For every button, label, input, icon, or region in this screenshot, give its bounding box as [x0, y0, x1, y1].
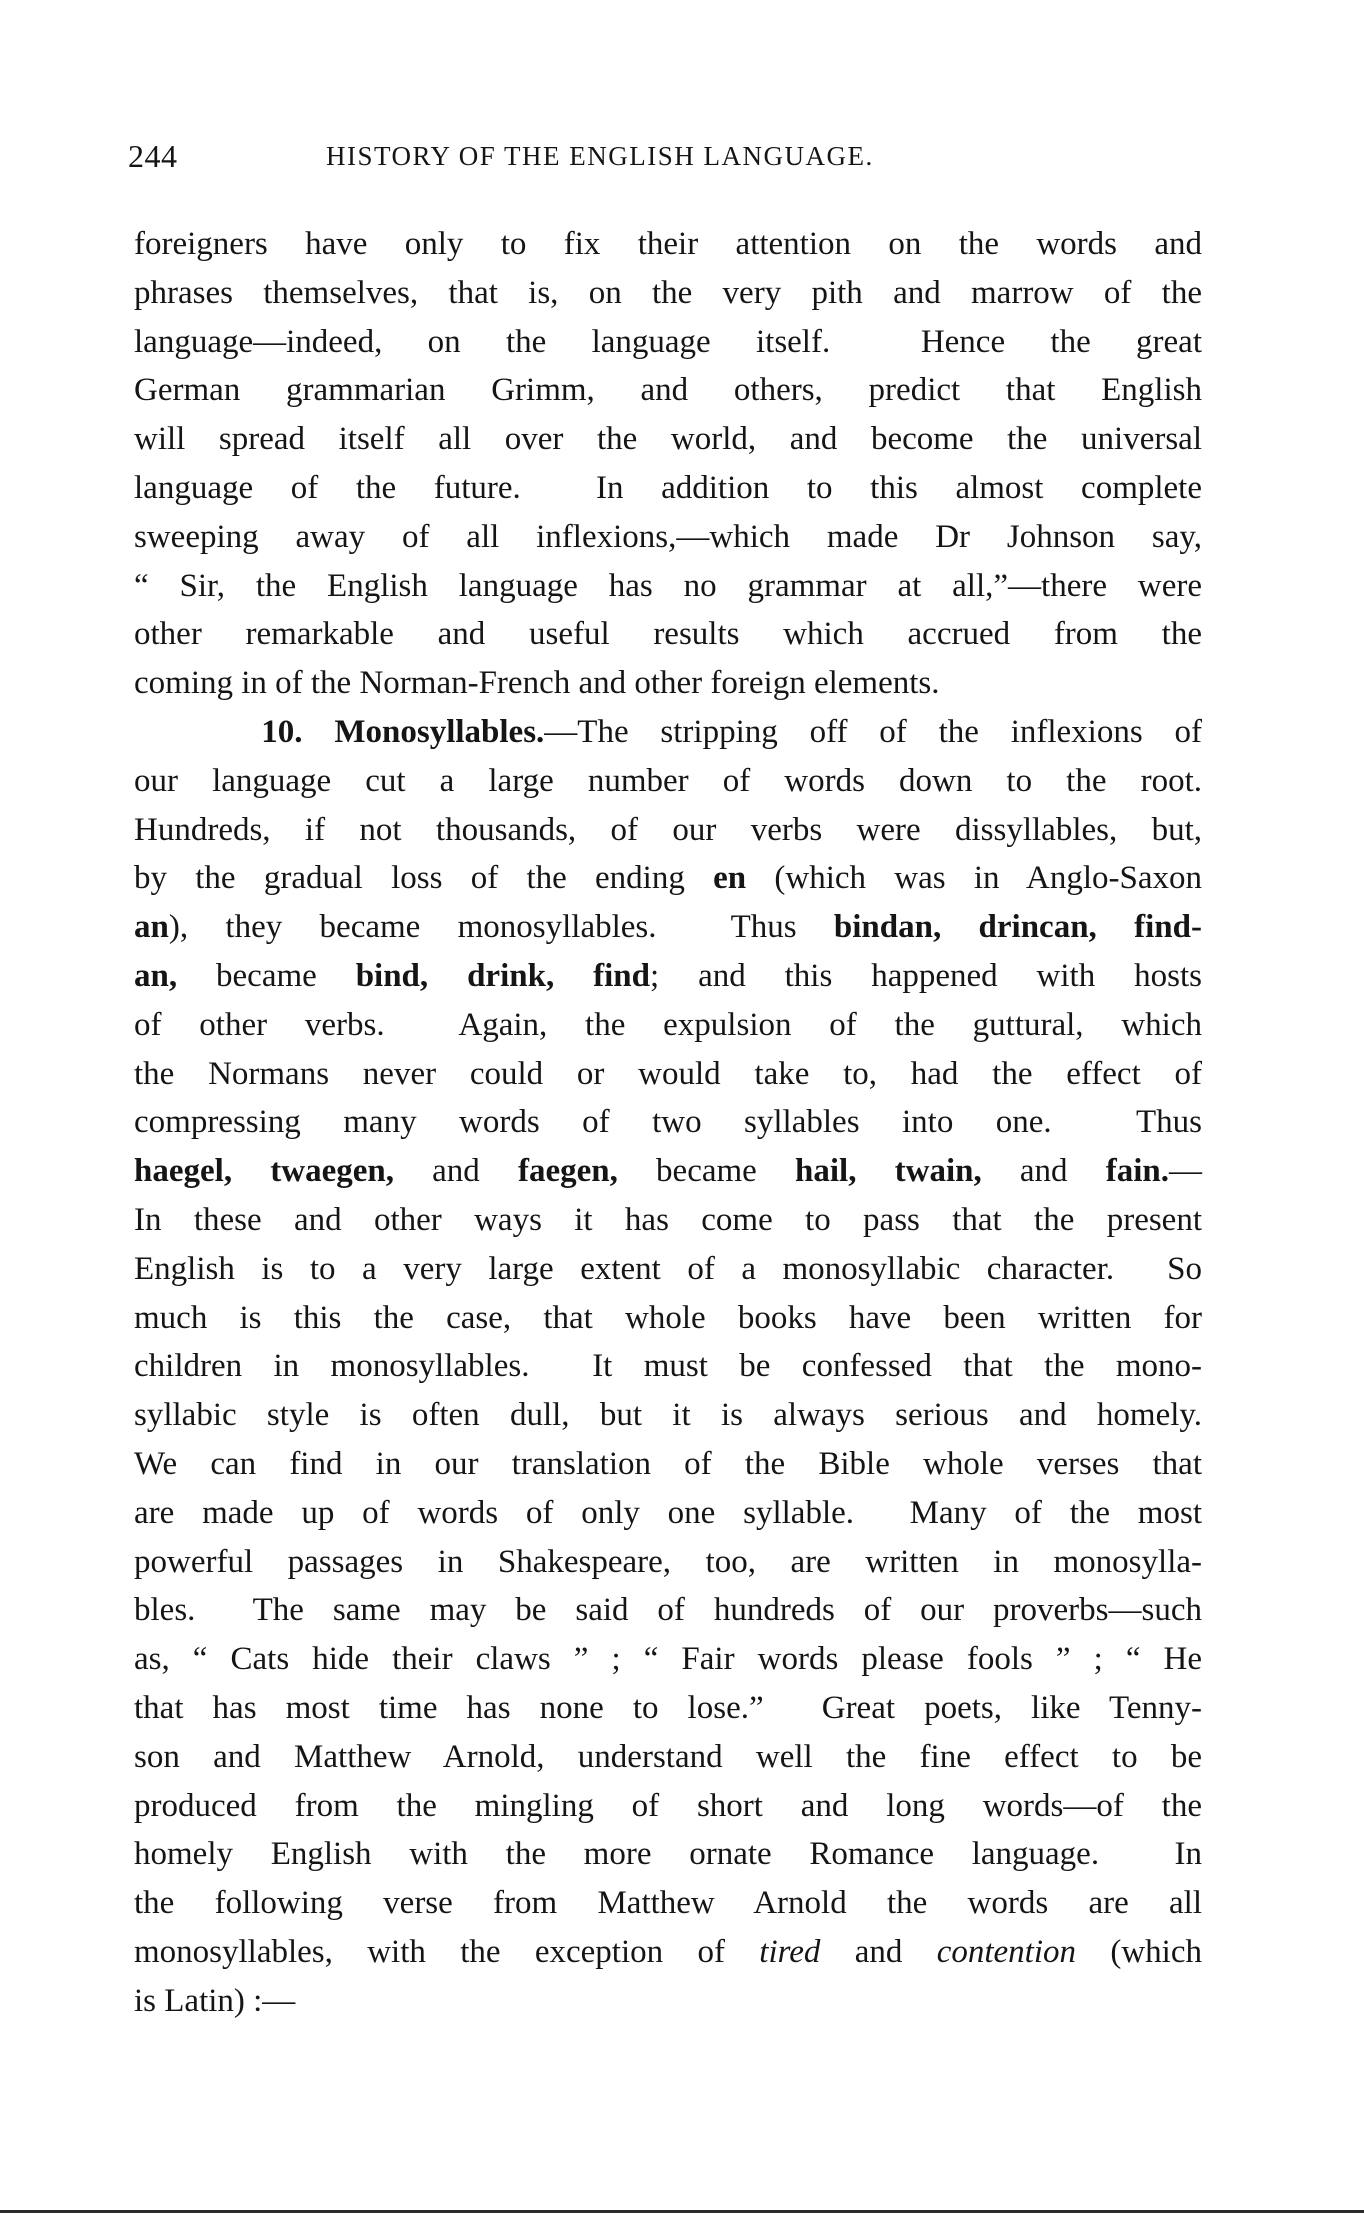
- bold-text: hail, twain,: [795, 1153, 982, 1190]
- text-line: [134, 1635, 1202, 1684]
- text-line: [134, 1196, 1202, 1245]
- text-run: by the gradual loss of the ending: [134, 860, 714, 897]
- text-line: [134, 1538, 1202, 1587]
- text-run: and: [981, 1153, 1106, 1190]
- text-run: (which was in Anglo-Saxon: [746, 860, 1202, 897]
- text-run: our language cut a large number of words down to the root.: [134, 762, 1202, 799]
- bold-text: bindan, drincan, find-: [833, 909, 1202, 946]
- text-line: [134, 1977, 1202, 2026]
- text-run: compressing many words of two syllables into one. Thus: [134, 1104, 1202, 1141]
- text-line: [134, 1733, 1202, 1782]
- text-line: [134, 269, 1202, 318]
- text-run: We can find in our translation of the Bible whole verses that: [134, 1445, 1202, 1482]
- bold-text: en: [713, 860, 747, 897]
- text-run: and: [820, 1933, 937, 1970]
- body-text: [134, 220, 1202, 2025]
- text-run: In these and other ways it has come to pass that the present: [134, 1201, 1202, 1238]
- text-line: [134, 1489, 1202, 1538]
- text-line: [134, 1782, 1202, 1831]
- text-run: phrases themselves, that is, on the very pith and marrow of the: [134, 274, 1202, 311]
- text-line: [134, 513, 1202, 562]
- text-run: the Normans never could or would take to, had the effect of: [134, 1055, 1202, 1092]
- text-line: [134, 708, 1202, 757]
- italic-text: tired: [759, 1933, 821, 1970]
- text-line: [134, 1294, 1202, 1343]
- text-line: [134, 1342, 1202, 1391]
- text-run: are made up of words of only one syllable. Many of the most: [134, 1494, 1202, 1531]
- text-run: homely English with the more ornate Romance language. In: [134, 1836, 1202, 1873]
- bold-text: bind, drink, find: [355, 957, 650, 994]
- text-line: [134, 903, 1202, 952]
- text-run: became: [177, 957, 356, 994]
- bold-text: fain.: [1105, 1153, 1169, 1190]
- text-line: [134, 220, 1202, 269]
- text-line: [134, 318, 1202, 367]
- text-line: [134, 1879, 1202, 1928]
- text-line: [134, 1391, 1202, 1440]
- text-run: English is to a very large extent of a monosyllabic character. So: [134, 1250, 1202, 1287]
- text-line: [134, 366, 1202, 415]
- text-run: coming in of the Norman-French and other foreign elements.: [134, 665, 940, 702]
- text-run: of other verbs. Again, the expulsion of the guttural, which: [134, 1006, 1202, 1043]
- text-line: [134, 1684, 1202, 1733]
- text-run: language—indeed, on the language itself. Hence the great: [134, 323, 1202, 360]
- text-run: ), they became monosyllables. Thus: [168, 909, 834, 946]
- text-run: as, “ Cats hide their claws ” ; “ Fair words please fools ” ; “ He: [134, 1641, 1202, 1678]
- text-line: [134, 1050, 1202, 1099]
- text-run: the following verse from Matthew Arnold the words are all: [134, 1885, 1202, 1922]
- running-head: [128, 138, 1208, 182]
- text-line: [134, 952, 1202, 1001]
- text-run: (which: [1076, 1933, 1202, 1970]
- text-line: [134, 1098, 1202, 1147]
- text-run: became: [617, 1153, 795, 1190]
- bold-text: an,: [134, 957, 178, 994]
- text-run: monosyllables, with the exception of: [134, 1933, 760, 1970]
- text-run: foreigners have only to fix their attention on the words and: [134, 226, 1202, 262]
- text-run: “ Sir, the English language has no grammar at all,”—there were: [134, 567, 1202, 604]
- text-line: [134, 415, 1202, 464]
- text-run: that has most time has none to lose.” Great poets, like Tenny-: [134, 1689, 1202, 1726]
- text-line: [134, 1586, 1202, 1635]
- bold-text: faegen,: [517, 1153, 618, 1190]
- text-line: [134, 1440, 1202, 1489]
- italic-text: contention: [936, 1933, 1077, 1970]
- running-title: HISTORY OF THE ENGLISH LANGUAGE.: [326, 141, 874, 171]
- page-bottom-rule: [0, 2210, 1364, 2213]
- text-run: is Latin) :—: [134, 1982, 296, 2019]
- text-run: syllabic style is often dull, but it is always serious and homely.: [134, 1397, 1202, 1434]
- text-run: [134, 714, 261, 750]
- bold-text: 10. Monosyllables.: [261, 713, 545, 750]
- text-run: much is this the case, that whole books have been written for: [134, 1299, 1202, 1336]
- bold-text: an: [134, 909, 169, 946]
- text-run: sweeping away of all inflexions,—which made Dr Johnson say,: [134, 518, 1202, 555]
- text-line: [134, 1001, 1202, 1050]
- text-run: produced from the mingling of short and long words—of the: [134, 1787, 1202, 1824]
- text-line: [134, 854, 1202, 903]
- text-run: and: [393, 1153, 518, 1190]
- text-line: [134, 659, 1202, 708]
- text-run: other remarkable and useful results which accrued from the: [134, 616, 1202, 653]
- text-line: [134, 757, 1202, 806]
- text-line: [134, 1245, 1202, 1294]
- text-line: [134, 562, 1202, 611]
- text-run: language of the future. In addition to this almost complete: [134, 469, 1202, 506]
- text-run: bles. The same may be said of hundreds of our proverbs—such: [134, 1592, 1202, 1629]
- text-line: [134, 1928, 1202, 1977]
- text-line: [134, 464, 1202, 513]
- text-line: [134, 1147, 1202, 1196]
- bold-text: haegel, twaegen,: [134, 1153, 394, 1190]
- text-run: German grammarian Grimm, and others, predict that English: [134, 372, 1202, 409]
- text-line: [134, 806, 1202, 855]
- text-run: Hundreds, if not thousands, of our verbs were dissyllables, but,: [134, 811, 1202, 848]
- text-run: —: [1169, 1153, 1202, 1190]
- text-line: [134, 1830, 1202, 1879]
- text-run: powerful passages in Shakespeare, too, are written in monosylla-: [134, 1543, 1202, 1580]
- page-number: 244: [128, 138, 178, 174]
- text-line: [134, 610, 1202, 659]
- text-run: will spread itself all over the world, and become the universal: [134, 421, 1202, 458]
- text-run: ; and this happened with hosts: [649, 957, 1202, 994]
- text-run: son and Matthew Arnold, understand well the fine effect to be: [134, 1738, 1202, 1775]
- text-run: children in monosyllables. It must be confessed that the mono-: [134, 1348, 1202, 1385]
- text-run: —The stripping off of the inflexions of: [544, 713, 1202, 750]
